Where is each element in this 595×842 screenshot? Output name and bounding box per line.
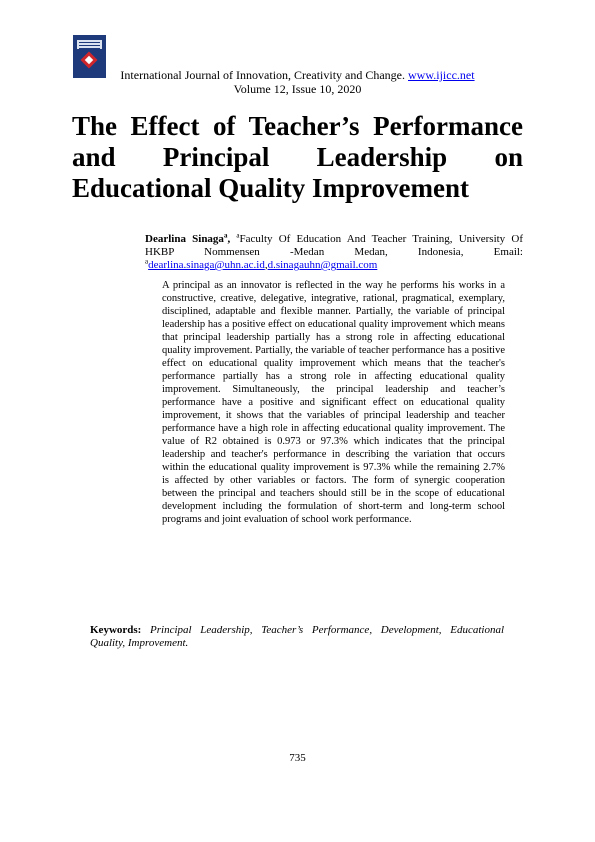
title-line-1: The Effect of Teacher’s Performance [72,111,523,141]
author-block [145,233,523,272]
paper-title [72,111,523,204]
author-name: Dearlina Sinaga [145,233,224,245]
volume-issue: Volume 12, Issue 10, 2020 [233,82,362,96]
journal-url-link[interactable]: www.ijicc.net [408,68,475,82]
abstract-text: A principal as an innovator is reflected in the way he performs his works in a constructive, creative, delegative, integrative, rational, pragmatical, exemplary, disciplined, adaptable and flexible manner. Partially, the variable of principal leadership has a positive effect on educational quality improvement which means that principal leadership partially has a strong role in affecting educational quality improvement. Partially, the variable of teacher performance has a positive effect on educational quality improvement which means that the teacher's performance partially has a strong role in affecting educational quality improvement. Simultaneously, the principal leadership and teacher’s performance have a positive and significant effect on educational quality improvement, it shows that the variables of principal leadership and teacher performance have a high role in affecting educational quality improvement. The value of R2 obtained is 0.973 or 97.3% which indicates that the principal leadership and teacher's performance in describing the variation that occurs within the educational quality improvement is 97.3% while the remaining 2.7% is affected by other variables or factors. The form of synergic cooperation between the principal and teachers should still be in the scope of educational development including the formulation of short-term and long-term school programs and joint evaluation of school work performance. [162,280,505,525]
author-affiliation: Faculty Of Education And Teacher Training, University Of HKBP Nommensen -Medan Medan, Indonesia, Email: [145,233,523,258]
author-name-superscript: a [223,231,228,240]
affiliation-superscript: a [236,231,240,240]
running-header [0,68,595,82]
keywords-block [90,624,504,650]
journal-name: International Journal of Innovation, Creativity and Change. [120,68,406,82]
title-line-3: Educational Quality Improvement [72,173,470,203]
title-line-2: and Principal Leadership on [72,142,523,172]
email-superscript: a [145,257,149,266]
email-separator: , [264,259,268,271]
author-comma: , [227,233,231,245]
page-number: 735 [289,752,306,764]
keywords-label: Keywords: [90,624,142,636]
logo-band [77,40,102,49]
email-link-1[interactable]: dearlina.sinaga@uhn.ac.id [148,259,265,271]
keywords-text: Principal Leadership, Teacher’s Performance, Development, Educational Quality, Improvement. [90,624,505,649]
email-link-2[interactable]: d.sinagauhn@gmail.com [267,259,378,271]
